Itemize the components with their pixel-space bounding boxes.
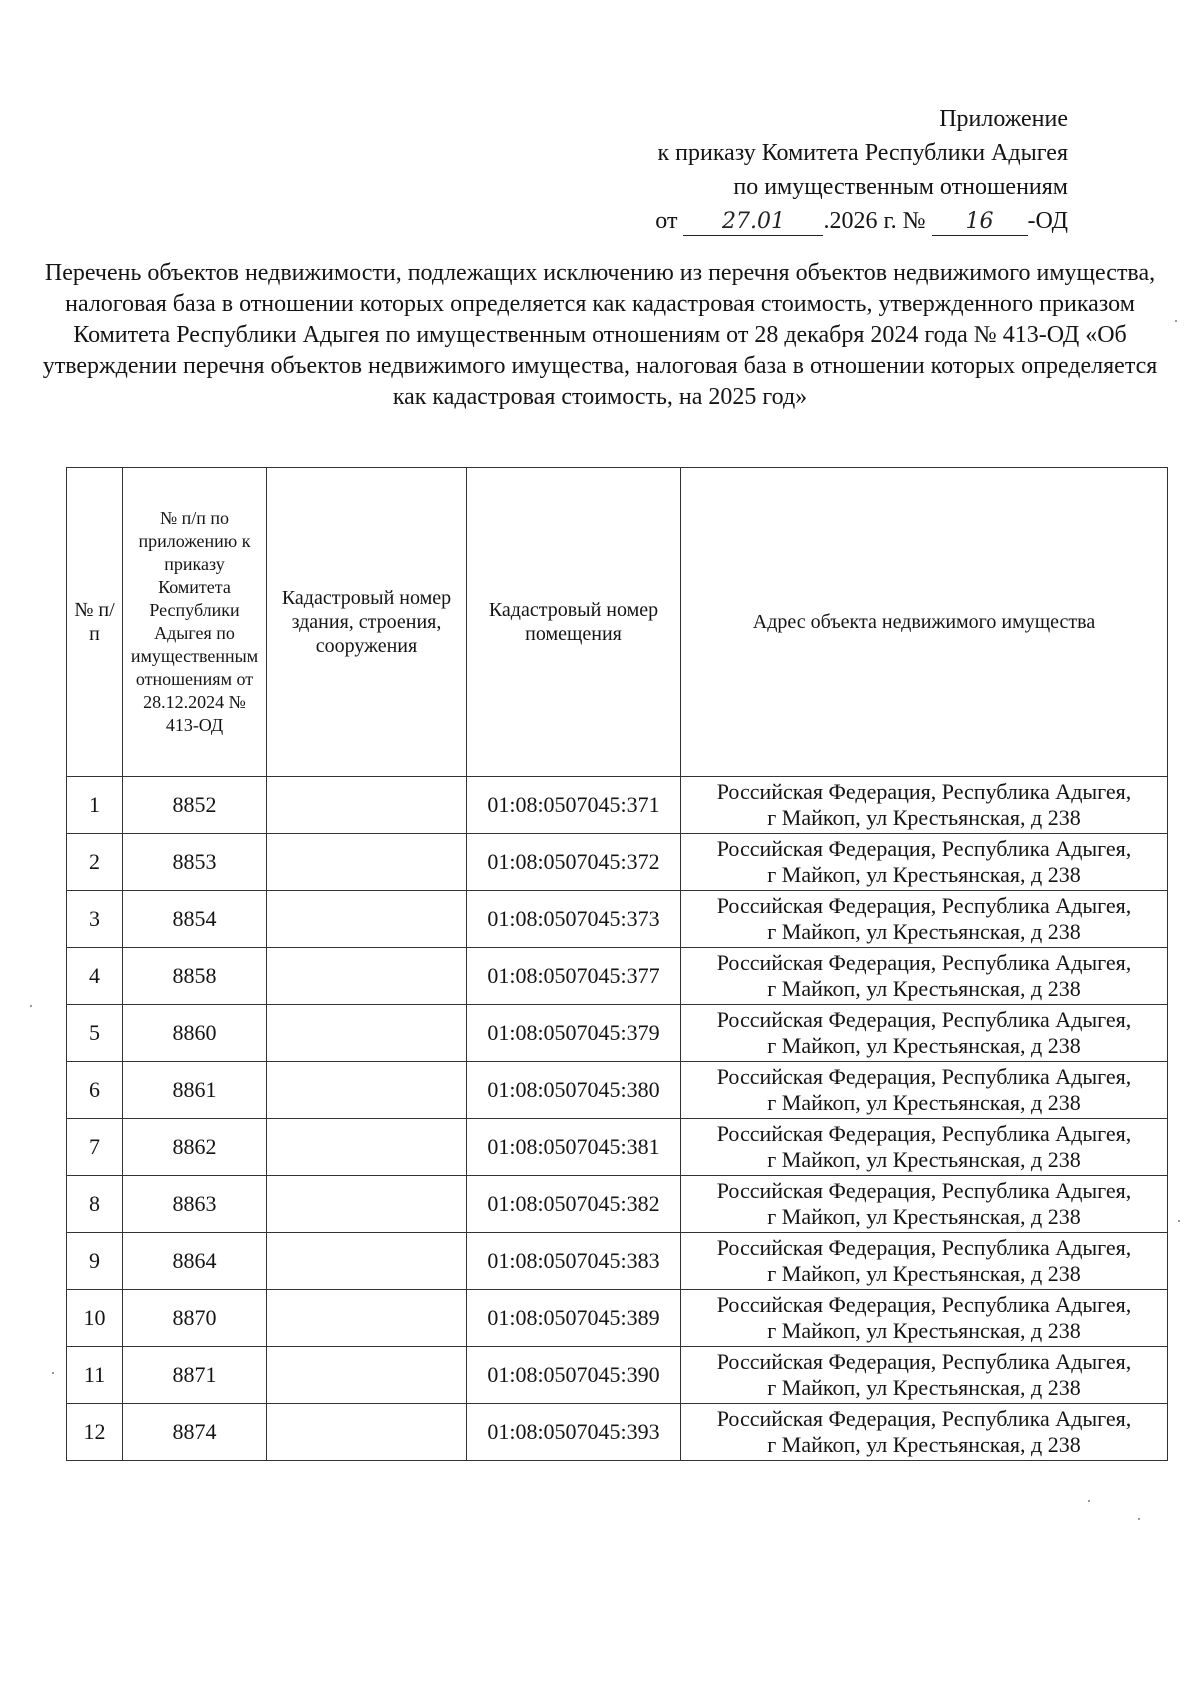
row-number: 7 bbox=[67, 1119, 123, 1176]
address bbox=[681, 1290, 1168, 1347]
address-line-2: г Майкоп, ул Крестьянская, д 238 bbox=[767, 1033, 1081, 1058]
row-number: 8 bbox=[67, 1176, 123, 1233]
building-cadastral bbox=[267, 1176, 467, 1233]
table-row bbox=[67, 1119, 1168, 1176]
building-cadastral bbox=[267, 1005, 467, 1062]
address-line-2: г Майкоп, ул Крестьянская, д 238 bbox=[767, 919, 1081, 944]
table-body bbox=[67, 777, 1168, 1461]
address-line-2: г Майкоп, ул Крестьянская, д 238 bbox=[767, 1432, 1081, 1457]
table-row bbox=[67, 1176, 1168, 1233]
room-cadastral: 01:08:0507045:381 bbox=[467, 1119, 681, 1176]
address-line-1: Российская Федерация, Республика Адыгея, bbox=[716, 950, 1132, 975]
room-cadastral: 01:08:0507045:393 bbox=[467, 1404, 681, 1461]
address-line-2: г Майкоп, ул Крестьянская, д 238 bbox=[767, 1090, 1081, 1115]
table-row bbox=[67, 948, 1168, 1005]
scan-speck bbox=[1088, 1500, 1090, 1502]
table-row bbox=[67, 1062, 1168, 1119]
appendix-number: 8864 bbox=[123, 1233, 267, 1290]
address-line-2: г Майкоп, ул Крестьянская, д 238 bbox=[767, 862, 1081, 887]
handwritten-date: 27.01 bbox=[683, 209, 823, 236]
appendix-number: 8863 bbox=[123, 1176, 267, 1233]
address bbox=[681, 1233, 1168, 1290]
address-line-1: Российская Федерация, Республика Адыгея, bbox=[716, 836, 1132, 861]
header-row-number: № п/п bbox=[67, 468, 123, 777]
room-cadastral: 01:08:0507045:379 bbox=[467, 1005, 681, 1062]
address bbox=[681, 777, 1168, 834]
scan-speck bbox=[1138, 1518, 1140, 1520]
address-line-2: г Майкоп, ул Крестьянская, д 238 bbox=[767, 1375, 1081, 1400]
address bbox=[681, 1119, 1168, 1176]
address-line-1: Российская Федерация, Республика Адыгея, bbox=[716, 1292, 1132, 1317]
building-cadastral bbox=[267, 777, 467, 834]
building-cadastral bbox=[267, 1119, 467, 1176]
appendix-number: 8854 bbox=[123, 891, 267, 948]
order-reference-line: к приказу Комитета Республики Адыгея bbox=[657, 140, 1068, 166]
building-cadastral bbox=[267, 1290, 467, 1347]
appendix-number: 8860 bbox=[123, 1005, 267, 1062]
appendix-number: 8862 bbox=[123, 1119, 267, 1176]
building-cadastral bbox=[267, 948, 467, 1005]
building-cadastral bbox=[267, 1404, 467, 1461]
table-row bbox=[67, 777, 1168, 834]
room-cadastral: 01:08:0507045:382 bbox=[467, 1176, 681, 1233]
property-table bbox=[66, 467, 1168, 1461]
scan-speck bbox=[1178, 1220, 1180, 1222]
address bbox=[681, 834, 1168, 891]
appendix-header bbox=[655, 102, 1068, 238]
appendix-number: 8853 bbox=[123, 834, 267, 891]
address-line-1: Российская Федерация, Республика Адыгея, bbox=[716, 1235, 1132, 1260]
header-appendix-number: № п/п по приложению к приказу Комитета Республики Адыгея по имущественным отношениям от 28.12.2024 № 413-ОД bbox=[123, 468, 267, 777]
building-cadastral bbox=[267, 834, 467, 891]
row-number: 2 bbox=[67, 834, 123, 891]
table-row bbox=[67, 1404, 1168, 1461]
date-suffix: .2026 г. № bbox=[823, 208, 926, 234]
address bbox=[681, 1005, 1168, 1062]
address-line-1: Российская Федерация, Республика Адыгея, bbox=[716, 893, 1132, 918]
address-line-2: г Майкоп, ул Крестьянская, д 238 bbox=[767, 805, 1081, 830]
table-row bbox=[67, 1347, 1168, 1404]
order-number-suffix: -ОД bbox=[1027, 208, 1068, 234]
address-line-1: Российская Федерация, Республика Адыгея, bbox=[716, 1064, 1132, 1089]
address-line-1: Российская Федерация, Республика Адыгея, bbox=[716, 1007, 1132, 1032]
address bbox=[681, 1347, 1168, 1404]
address-line-2: г Майкоп, ул Крестьянская, д 238 bbox=[767, 1318, 1081, 1343]
address-line-1: Российская Федерация, Республика Адыгея, bbox=[716, 1178, 1132, 1203]
room-cadastral: 01:08:0507045:372 bbox=[467, 834, 681, 891]
appendix-number: 8874 bbox=[123, 1404, 267, 1461]
table-row bbox=[67, 834, 1168, 891]
table-row bbox=[67, 1290, 1168, 1347]
appendix-number: 8870 bbox=[123, 1290, 267, 1347]
building-cadastral bbox=[267, 1062, 467, 1119]
room-cadastral: 01:08:0507045:380 bbox=[467, 1062, 681, 1119]
header-address: Адрес объекта недвижимого имущества bbox=[681, 468, 1168, 777]
address-line-1: Российская Федерация, Республика Адыгея, bbox=[716, 779, 1132, 804]
committee-line: по имущественным отношениям bbox=[733, 174, 1068, 200]
table-row bbox=[67, 1233, 1168, 1290]
appendix-number: 8861 bbox=[123, 1062, 267, 1119]
address-line-2: г Майкоп, ул Крестьянская, д 238 bbox=[767, 1147, 1081, 1172]
appendix-number: 8858 bbox=[123, 948, 267, 1005]
address bbox=[681, 1062, 1168, 1119]
address-line-2: г Майкоп, ул Крестьянская, д 238 bbox=[767, 1261, 1081, 1286]
address-line-1: Российская Федерация, Республика Адыгея, bbox=[716, 1349, 1132, 1374]
room-cadastral: 01:08:0507045:383 bbox=[467, 1233, 681, 1290]
scan-speck bbox=[1175, 320, 1177, 322]
address bbox=[681, 1404, 1168, 1461]
row-number: 11 bbox=[67, 1347, 123, 1404]
appendix-number: 8871 bbox=[123, 1347, 267, 1404]
address-line-2: г Майкоп, ул Крестьянская, д 238 bbox=[767, 976, 1081, 1001]
row-number: 9 bbox=[67, 1233, 123, 1290]
scan-speck bbox=[52, 1372, 54, 1374]
building-cadastral bbox=[267, 1233, 467, 1290]
row-number: 6 bbox=[67, 1062, 123, 1119]
room-cadastral: 01:08:0507045:373 bbox=[467, 891, 681, 948]
table-row bbox=[67, 891, 1168, 948]
table-header-row bbox=[67, 468, 1168, 777]
handwritten-order-number: 16 bbox=[932, 209, 1028, 236]
appendix-number: 8852 bbox=[123, 777, 267, 834]
appendix-label: Приложение bbox=[939, 106, 1068, 132]
address-line-2: г Майкоп, ул Крестьянская, д 238 bbox=[767, 1204, 1081, 1229]
address bbox=[681, 891, 1168, 948]
row-number: 4 bbox=[67, 948, 123, 1005]
building-cadastral bbox=[267, 1347, 467, 1404]
address bbox=[681, 1176, 1168, 1233]
date-prefix: от bbox=[655, 208, 678, 234]
room-cadastral: 01:08:0507045:389 bbox=[467, 1290, 681, 1347]
document-title: Перечень объектов недвижимости, подлежащих исключению из перечня объектов недвижимого имущества, налоговая база в отношении которых определяется как кадастровая стоимость, утвержденного приказом Комитета Республики Адыгея по имущественным отношениям от 28 декабря 2024 года № 413-ОД «Об утверждении перечня объектов недвижимого имущества, налоговая база в отношении которых определяется как кадастровая стоимость, на 2025 год» bbox=[42, 260, 1158, 410]
row-number: 10 bbox=[67, 1290, 123, 1347]
scan-speck bbox=[30, 1005, 32, 1007]
room-cadastral: 01:08:0507045:390 bbox=[467, 1347, 681, 1404]
row-number: 1 bbox=[67, 777, 123, 834]
room-cadastral: 01:08:0507045:377 bbox=[467, 948, 681, 1005]
address bbox=[681, 948, 1168, 1005]
row-number: 3 bbox=[67, 891, 123, 948]
order-date-number-line bbox=[655, 204, 1068, 238]
row-number: 12 bbox=[67, 1404, 123, 1461]
header-building-cadastral: Кадастровый номер здания, строения, сооружения bbox=[267, 468, 467, 777]
row-number: 5 bbox=[67, 1005, 123, 1062]
room-cadastral: 01:08:0507045:371 bbox=[467, 777, 681, 834]
table-row bbox=[67, 1005, 1168, 1062]
building-cadastral bbox=[267, 891, 467, 948]
header-room-cadastral: Кадастровый номер помещения bbox=[467, 468, 681, 777]
address-line-1: Российская Федерация, Республика Адыгея, bbox=[716, 1406, 1132, 1431]
address-line-1: Российская Федерация, Республика Адыгея, bbox=[716, 1121, 1132, 1146]
